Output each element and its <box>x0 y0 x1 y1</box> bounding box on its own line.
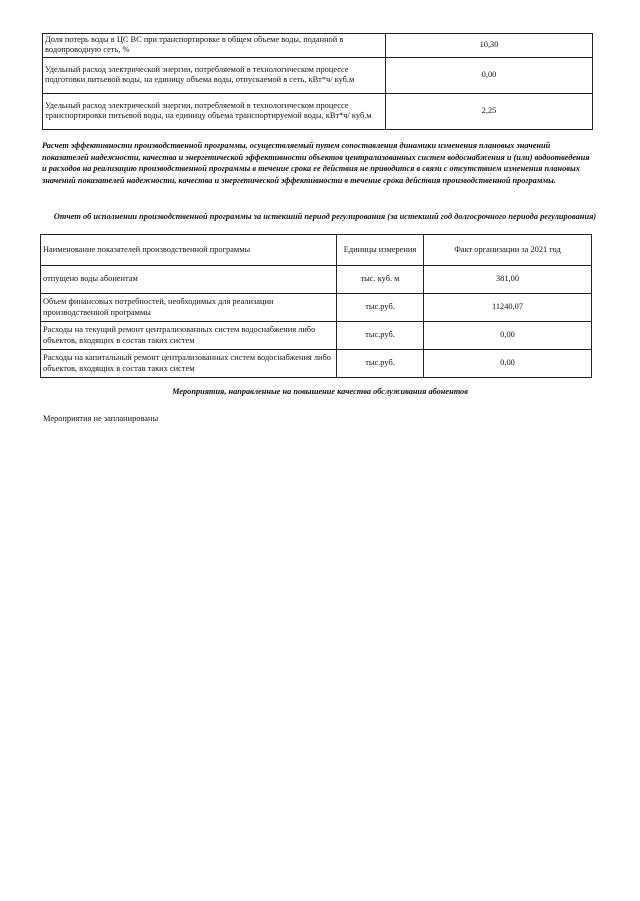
indicators-table <box>42 33 593 130</box>
row-value: 381,00 <box>424 266 592 294</box>
row-name: отпущено воды абонентам <box>41 266 337 294</box>
row-unit: тыс. куб. м <box>337 266 424 294</box>
row-unit: тыс.руб. <box>337 350 424 378</box>
row-value: 0,00 <box>424 350 592 378</box>
measures-note: Мероприятия не запланированы <box>43 414 159 423</box>
table-header-row <box>41 235 592 266</box>
table-row <box>41 322 592 350</box>
row-unit: тыс.руб. <box>337 294 424 322</box>
row-name: Расходы на капитальный ремонт централизованных систем водоснабжения либо объектов, входящих в состав таких систем <box>41 350 337 378</box>
row-value: 11240,07 <box>424 294 592 322</box>
column-header-name: Наименование показателей производственной программы <box>41 235 337 266</box>
indicator-value: 0,00 <box>386 57 593 93</box>
row-unit: тыс.руб. <box>337 322 424 350</box>
table-row <box>41 350 592 378</box>
measures-heading: Мероприятия, направленные на повышение качества обслуживания абонентов <box>172 387 468 396</box>
table-row <box>43 93 593 129</box>
row-value: 0,00 <box>424 322 592 350</box>
row-name: Расходы на текущий ремонт централизованных систем водоснабжения либо объектов, входящих в состав таких систем <box>41 322 337 350</box>
table-row <box>43 57 593 93</box>
indicator-name: Удельный расход электрической энергии, потребляемой в технологическом процессе подготовки питьевой воды, на единицу объема воды, отпускаемой в сеть, кВт*ч/ куб.м <box>43 57 386 93</box>
table-row <box>41 294 592 322</box>
efficiency-paragraph: Расчет эффективности производственной программы, осуществляемый путем сопоставления динамики изменения плановых значений показателей надежности, качества и энергетической эффективности объектов централизованных систем водоснабжения и (или) водоотведения и расходов на реализацию производственной программы в течение срока ее действия не приводится в связи с отсутствием изменения плановых значений показателей надежности, качества и энергетической эффективности в течение срока действия производственной программы. <box>42 141 590 185</box>
table-row <box>41 266 592 294</box>
column-header-unit: Единицы измерения <box>337 235 424 266</box>
indicator-name: Удельный расход электрической энергии, потребляемой в технологическом процессе транспортировки питьевой воды, на единицу объема транспортируемой воды, кВт*ч/ куб.м <box>43 93 386 129</box>
row-name: Объем финансовых потребностей, необходимых для реализации производственной программы <box>41 294 337 322</box>
indicator-name: Доля потерь воды в ЦС ВС при транспортировке в общем объеме воды, поданной в водопроводную сеть, % <box>43 34 386 58</box>
table-row <box>43 34 593 58</box>
column-header-fact: Факт организации за 2021 год <box>424 235 592 266</box>
report-heading: Отчет об исполнении производственной программы за истекший период регулирования (за истекший год долгосрочного периода регулирования) <box>53 212 597 221</box>
indicator-value: 10,30 <box>386 34 593 58</box>
indicator-value: 2,25 <box>386 93 593 129</box>
report-table <box>40 234 592 378</box>
